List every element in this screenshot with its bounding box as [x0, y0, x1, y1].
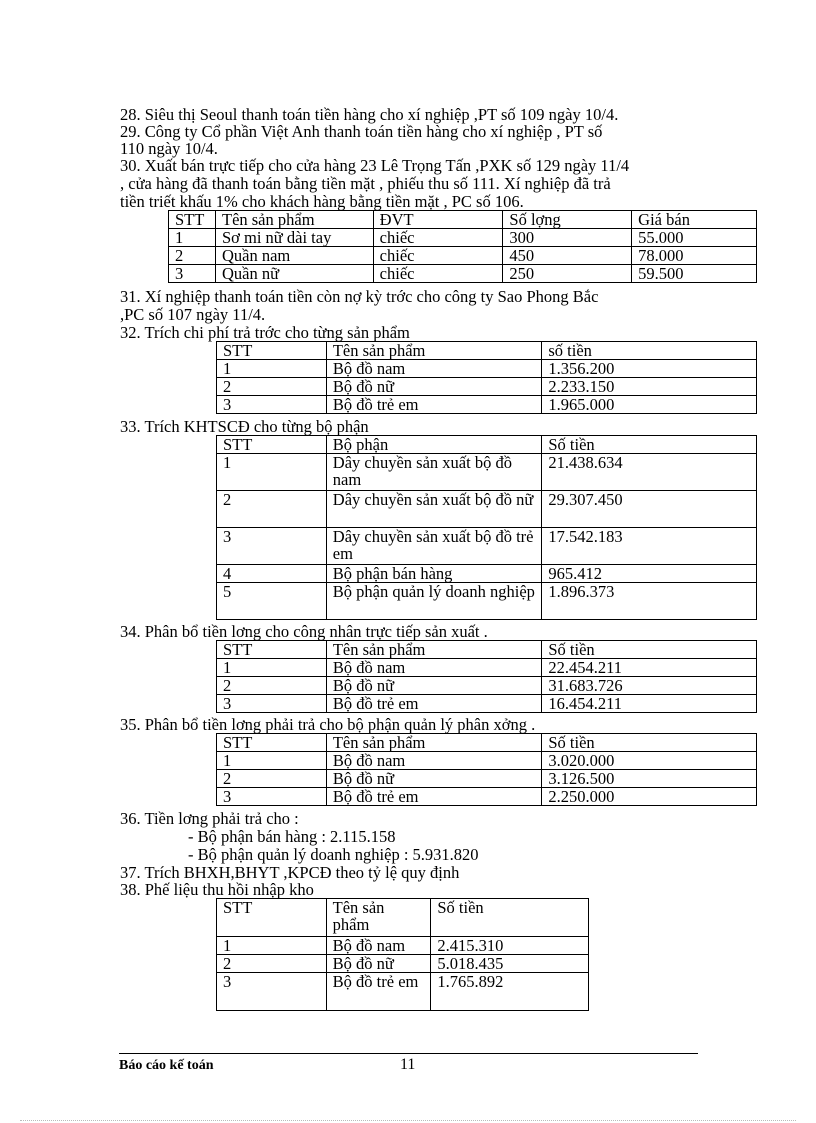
- header-cell: Giá bán: [632, 211, 757, 229]
- table-cell: 31.683.726: [542, 677, 757, 695]
- header-cell: ĐVT: [373, 211, 503, 229]
- header-cell: Tên sản phẩm: [326, 641, 542, 659]
- header-cell: Tên sản phẩm: [326, 734, 542, 752]
- item-28: 28. Siêu thị Seoul thanh toán tiền hàng cho xí nghiệp ,PT số 109 ngày 10/4.: [120, 105, 619, 124]
- header-cell: Số tiền: [542, 641, 757, 659]
- table-cell: 29.307.450: [542, 491, 757, 528]
- header-cell: số tiền: [542, 342, 757, 360]
- item-30-line2: , cửa hàng đã thanh toán bằng tiền mặt , phiếu thu số 111. Xí nghiệp đã trả: [120, 174, 611, 193]
- table-cell: Bộ đồ nữ: [326, 955, 431, 973]
- table-cell: Bộ đồ nam: [326, 659, 542, 677]
- table-row: [217, 396, 757, 414]
- table-row: [217, 360, 757, 378]
- table-cell: chiếc: [373, 265, 503, 283]
- table-row: [217, 491, 757, 528]
- table-cell: 1.965.000: [542, 396, 757, 414]
- table-header-row: [217, 641, 757, 659]
- item-31-line1: 31. Xí nghiệp thanh toán tiền còn nợ kỳ trớc cho công ty Sao Phong Bắc: [120, 287, 599, 306]
- depreciation-table: [216, 435, 757, 620]
- table-cell: 1.896.373: [542, 583, 757, 620]
- table-cell: Quần nữ: [215, 265, 373, 283]
- header-cell: STT: [169, 211, 216, 229]
- header-cell: STT: [217, 342, 327, 360]
- table-cell: 3.020.000: [542, 752, 757, 770]
- header-cell: Số tiền: [431, 899, 589, 937]
- scrap-table: [216, 898, 589, 1011]
- table-row: [217, 378, 757, 396]
- table-cell: Bộ đồ trẻ em: [326, 788, 542, 806]
- table-cell: 3: [217, 973, 327, 1011]
- table-cell: 5: [217, 583, 327, 620]
- table-cell: 2.233.150: [542, 378, 757, 396]
- table-cell: Bộ đồ trẻ em: [326, 695, 542, 713]
- header-cell: Số lợng: [503, 211, 632, 229]
- item-36-management: - Bộ phận quản lý doanh nghiệp : 5.931.820: [188, 845, 479, 864]
- table-header-row: [217, 734, 757, 752]
- table-cell: 2: [217, 378, 327, 396]
- table-cell: 1: [217, 454, 327, 491]
- item-33: 33. Trích KHTSCĐ cho từng bộ phận: [120, 417, 369, 436]
- table-row: [169, 247, 757, 265]
- header-cell: STT: [217, 641, 327, 659]
- table-row: [217, 752, 757, 770]
- table-row: [217, 454, 757, 491]
- table-cell: Bộ đồ nam: [326, 937, 431, 955]
- table-cell: 3: [217, 695, 327, 713]
- page-number: 11: [400, 1056, 416, 1073]
- table-row: [217, 955, 589, 973]
- table-cell: Bộ đồ nam: [326, 360, 542, 378]
- item-29-line1: 29. Công ty Cổ phần Việt Anh thanh toán tiền hàng cho xí nghiệp , PT số: [120, 122, 603, 141]
- page-edge-divider: [20, 1120, 796, 1121]
- direct-wage-table: [216, 640, 757, 713]
- table-cell: 3: [217, 528, 327, 565]
- table-cell: 4: [217, 565, 327, 583]
- table-row: [217, 695, 757, 713]
- table-cell: 300: [503, 229, 632, 247]
- table-cell: 1: [217, 659, 327, 677]
- table-cell: Sơ mi nữ dài tay: [215, 229, 373, 247]
- item-35: 35. Phân bổ tiền lơng phải trả cho bộ phận quản lý phân xởng .: [120, 715, 536, 734]
- table-cell: 3: [169, 265, 216, 283]
- table-cell: 2: [217, 677, 327, 695]
- header-cell: Số tiền: [542, 734, 757, 752]
- table-cell: chiếc: [373, 229, 503, 247]
- table-header-row: [169, 211, 757, 229]
- header-cell: Tên sản phẩm: [326, 342, 542, 360]
- table-cell: Dây chuyền sản xuất bộ đồ trẻ em: [326, 528, 542, 565]
- table-cell: 2.415.310: [431, 937, 589, 955]
- table-cell: 250: [503, 265, 632, 283]
- item-31-line2: ,PC số 107 ngày 11/4.: [120, 305, 266, 324]
- table-cell: 3: [217, 788, 327, 806]
- item-37: 37. Trích BHXH,BHYT ,KPCĐ theo tỷ lệ quy định: [120, 863, 460, 882]
- table-cell: 2: [217, 955, 327, 973]
- header-cell: STT: [217, 734, 327, 752]
- item-32: 32. Trích chi phí trả trớc cho từng sản phẩm: [120, 323, 410, 342]
- table-cell: chiếc: [373, 247, 503, 265]
- table-cell: 17.542.183: [542, 528, 757, 565]
- table-cell: 21.438.634: [542, 454, 757, 491]
- table-row: [217, 583, 757, 620]
- workshop-wage-table: [216, 733, 757, 806]
- footer-divider: [119, 1053, 698, 1054]
- table-cell: 965.412: [542, 565, 757, 583]
- table-cell: 22.454.211: [542, 659, 757, 677]
- table-cell: 2.250.000: [542, 788, 757, 806]
- table-cell: 59.500: [632, 265, 757, 283]
- item-30-line3: tiền triết khấu 1% cho khách hàng bằng tiền mặt , PC số 106.: [120, 192, 524, 211]
- item-34: 34. Phân bổ tiền lơng cho công nhân trực tiếp sản xuất .: [120, 622, 488, 641]
- table-row: [169, 265, 757, 283]
- table-row: [217, 565, 757, 583]
- item-36-sales: - Bộ phận bán hàng : 2.115.158: [188, 827, 396, 846]
- table-cell: Bộ đồ trẻ em: [326, 396, 542, 414]
- table-cell: 5.018.435: [431, 955, 589, 973]
- table-cell: 3: [217, 396, 327, 414]
- sales-table: [168, 210, 757, 283]
- table-cell: Bộ đồ nam: [326, 752, 542, 770]
- table-cell: 1: [217, 937, 327, 955]
- item-36: 36. Tiền lơng phải trả cho :: [120, 809, 299, 828]
- table-cell: 2: [169, 247, 216, 265]
- header-cell: STT: [217, 899, 327, 937]
- table-header-row: [217, 342, 757, 360]
- table-cell: 2: [217, 770, 327, 788]
- table-cell: Bộ đồ nữ: [326, 378, 542, 396]
- item-29-line2: 110 ngày 10/4.: [120, 139, 218, 158]
- table-cell: Dây chuyền sản xuất bộ đồ nam: [326, 454, 542, 491]
- table-cell: 450: [503, 247, 632, 265]
- table-cell: 16.454.211: [542, 695, 757, 713]
- header-cell: Tên sản phẩm: [326, 899, 431, 937]
- table-cell: 1.356.200: [542, 360, 757, 378]
- table-row: [169, 229, 757, 247]
- table-cell: 55.000: [632, 229, 757, 247]
- prepaid-expense-table: [216, 341, 757, 414]
- table-cell: 78.000: [632, 247, 757, 265]
- header-cell: Số tiền: [542, 436, 757, 454]
- table-header-row: [217, 436, 757, 454]
- table-cell: Dây chuyền sản xuất bộ đồ nữ: [326, 491, 542, 528]
- header-cell: Tên sản phẩm: [215, 211, 373, 229]
- header-cell: Bộ phận: [326, 436, 542, 454]
- table-cell: Bộ đồ trẻ em: [326, 973, 431, 1011]
- table-cell: Bộ đồ nữ: [326, 770, 542, 788]
- table-row: [217, 677, 757, 695]
- footer-title: Báo cáo kế toán: [119, 1058, 214, 1073]
- table-header-row: [217, 899, 589, 937]
- table-cell: Bộ đồ nữ: [326, 677, 542, 695]
- table-cell: Quần nam: [215, 247, 373, 265]
- table-cell: 1: [217, 360, 327, 378]
- header-cell: STT: [217, 436, 327, 454]
- table-cell: 1: [169, 229, 216, 247]
- table-row: [217, 973, 589, 1011]
- table-cell: 3.126.500: [542, 770, 757, 788]
- table-row: [217, 770, 757, 788]
- item-38: 38. Phế liệu thu hồi nhập kho: [120, 880, 314, 899]
- table-row: [217, 659, 757, 677]
- table-cell: 1.765.892: [431, 973, 589, 1011]
- table-cell: 1: [217, 752, 327, 770]
- item-30-line1: 30. Xuất bán trực tiếp cho cửa hàng 23 Lê Trọng Tấn ,PXK số 129 ngày 11/4: [120, 156, 630, 175]
- table-cell: Bộ phận quản lý doanh nghiệp: [326, 583, 542, 620]
- table-row: [217, 528, 757, 565]
- table-row: [217, 788, 757, 806]
- table-cell: 2: [217, 491, 327, 528]
- table-row: [217, 937, 589, 955]
- table-cell: Bộ phận bán hàng: [326, 565, 542, 583]
